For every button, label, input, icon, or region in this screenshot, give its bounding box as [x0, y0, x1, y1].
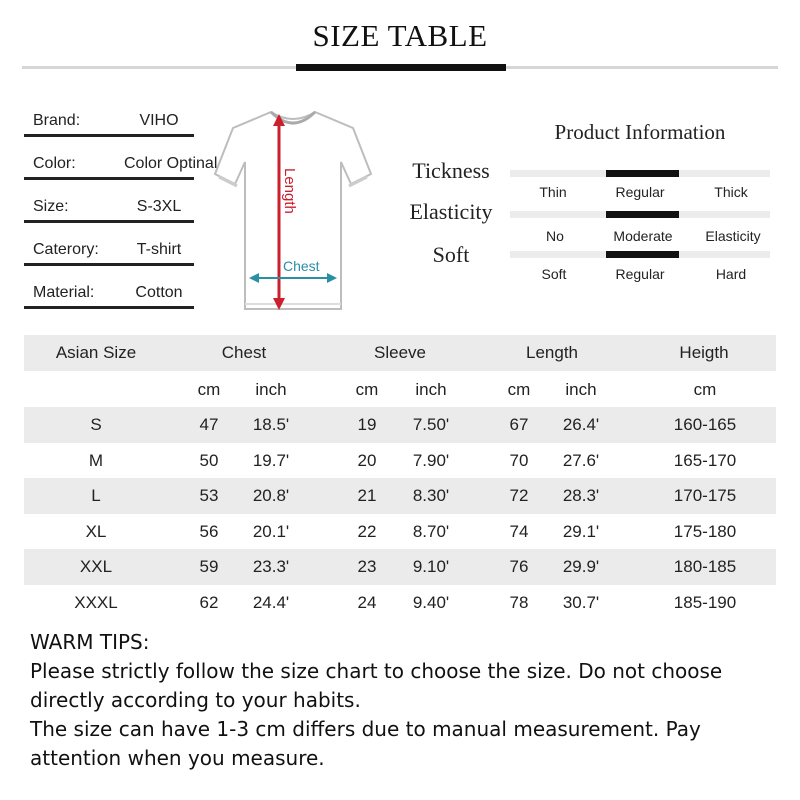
- unit-cm: cm: [693, 380, 717, 399]
- chest-inch-cell: 20.1': [252, 521, 290, 541]
- table-units-row: [24, 372, 776, 408]
- header-asian-size: Asian Size: [55, 343, 137, 362]
- sleeve-cm-cell: 24: [357, 592, 377, 612]
- elasticity-scale: [510, 211, 770, 218]
- header-height: Heigth: [679, 343, 729, 362]
- chest-label: Chest: [283, 258, 320, 274]
- unit-cm: cm: [355, 380, 379, 399]
- length-inch-cell: 28.3': [562, 486, 600, 505]
- length-label: Length: [281, 168, 298, 214]
- spec-value: Cotton: [135, 284, 183, 301]
- chest-cm-cell: 59: [199, 557, 219, 576]
- size-cell: XXXL: [74, 592, 118, 612]
- scale-option: Elasticity: [705, 228, 761, 244]
- spec-value: S-3XL: [136, 198, 182, 215]
- spec-label: Brand:: [33, 112, 81, 129]
- height-cell: 185-190: [673, 592, 737, 612]
- spec-label: Size:: [33, 198, 69, 215]
- sleeve-inch-cell: 9.40': [412, 592, 450, 612]
- spec-row-brand: [24, 98, 194, 137]
- height-cell: 165-170: [673, 450, 737, 470]
- chest-cm-cell: 62: [199, 592, 219, 612]
- header-length: Length: [526, 343, 578, 362]
- attr-thickness: Tickness: [412, 158, 490, 183]
- table-row: [24, 407, 776, 443]
- length-inch-cell: 26.4': [562, 415, 600, 434]
- spec-value: T-shirt: [136, 241, 182, 258]
- scale-option-selected: Regular: [615, 184, 665, 200]
- product-info-title: Product Information: [554, 120, 726, 144]
- scale-option-selected: Regular: [615, 266, 665, 282]
- sleeve-cm-cell: 23: [357, 557, 377, 576]
- size-cell: S: [90, 415, 102, 434]
- page-title: SIZE TABLE: [312, 18, 488, 53]
- spec-label: Material:: [33, 284, 95, 301]
- sleeve-cm-cell: 22: [357, 521, 377, 541]
- header-sleeve: Sleeve: [374, 343, 426, 362]
- chest-cm-cell: 56: [199, 521, 219, 541]
- tips-line: The size can have 1-3 cm differs due to manual measurement. Pay attention when you measure.: [30, 717, 701, 770]
- unit-inch: inch: [415, 380, 447, 399]
- attr-soft: Soft: [432, 242, 470, 267]
- spec-label: Caterory:: [33, 241, 99, 258]
- warm-tips: [30, 628, 780, 773]
- tips-line: Please strictly follow the size chart to choose the size. Do not choose directly according to your habits.: [30, 659, 723, 712]
- table-row: [24, 585, 776, 621]
- chest-inch-cell: 18.5': [252, 415, 290, 434]
- length-inch-cell: 29.9': [562, 557, 600, 576]
- scale-option-selected: Moderate: [613, 228, 673, 244]
- scale-option: Thick: [714, 184, 748, 200]
- unit-cm: cm: [197, 380, 221, 399]
- spec-label: Color:: [33, 155, 76, 172]
- unit-inch: inch: [255, 380, 287, 399]
- chest-cm-cell: 50: [199, 450, 219, 470]
- length-cm-cell: 70: [509, 450, 529, 470]
- header-chest: Chest: [221, 343, 267, 362]
- sleeve-inch-cell: 8.30': [412, 486, 450, 505]
- scale-marker: [606, 211, 679, 218]
- chest-inch-cell: 23.3': [252, 557, 290, 576]
- length-cm-cell: 76: [509, 557, 529, 576]
- height-cell: 170-175: [673, 486, 737, 505]
- length-inch-cell: 29.1': [562, 521, 600, 541]
- unit-inch: inch: [565, 380, 597, 399]
- title-underline: [296, 64, 506, 71]
- size-cell: XXL: [79, 557, 113, 576]
- table-row: [24, 514, 776, 550]
- chest-cm-cell: 47: [199, 415, 219, 434]
- size-cell: M: [88, 450, 104, 470]
- length-cm-cell: 78: [509, 592, 529, 612]
- scale-marker: [606, 170, 679, 177]
- length-cm-cell: 74: [509, 521, 529, 541]
- spec-row-category: [24, 227, 194, 266]
- thickness-scale: [510, 170, 770, 177]
- chest-inch-cell: 20.8': [252, 486, 290, 505]
- spec-row-size: [24, 184, 194, 223]
- sleeve-inch-cell: 9.10': [412, 557, 450, 576]
- scale-option: Soft: [541, 266, 567, 282]
- sleeve-cm-cell: 19: [357, 415, 377, 434]
- length-cm-cell: 72: [509, 486, 529, 505]
- spec-row-material: [24, 270, 194, 309]
- height-cell: 180-185: [673, 557, 737, 576]
- length-inch-cell: 27.6': [562, 450, 600, 470]
- scale-option: No: [546, 228, 564, 244]
- tshirt-diagram: [213, 104, 373, 314]
- size-cell: L: [91, 486, 101, 505]
- sleeve-cm-cell: 21: [357, 486, 377, 505]
- table-row: [24, 549, 776, 585]
- chest-cm-cell: 53: [199, 486, 219, 505]
- spec-row-color: [24, 141, 218, 180]
- sleeve-inch-cell: 7.90': [412, 450, 450, 470]
- height-cell: 160-165: [673, 415, 737, 434]
- scale-option: Hard: [715, 266, 747, 282]
- unit-cm: cm: [507, 380, 531, 399]
- scale-option: Thin: [539, 184, 567, 200]
- tips-heading: WARM TIPS:: [30, 630, 150, 654]
- spec-value: Color Optinal: [124, 155, 218, 172]
- table-row: [24, 443, 776, 479]
- sleeve-cm-cell: 20: [357, 450, 377, 470]
- scale-marker: [606, 251, 679, 258]
- soft-scale: [510, 251, 770, 258]
- sleeve-inch-cell: 8.70': [412, 521, 450, 541]
- chest-inch-cell: 24.4': [252, 592, 290, 612]
- height-cell: 175-180: [673, 521, 737, 541]
- size-cell: XL: [85, 521, 107, 541]
- length-inch-cell: 30.7': [562, 592, 600, 612]
- spec-value: VIHO: [139, 112, 179, 129]
- sleeve-inch-cell: 7.50': [412, 415, 450, 434]
- attr-elasticity: Elasticity: [409, 199, 493, 224]
- table-header-row: [24, 335, 776, 371]
- chest-inch-cell: 19.7': [252, 450, 290, 470]
- length-cm-cell: 67: [509, 415, 529, 434]
- table-row: [24, 478, 776, 514]
